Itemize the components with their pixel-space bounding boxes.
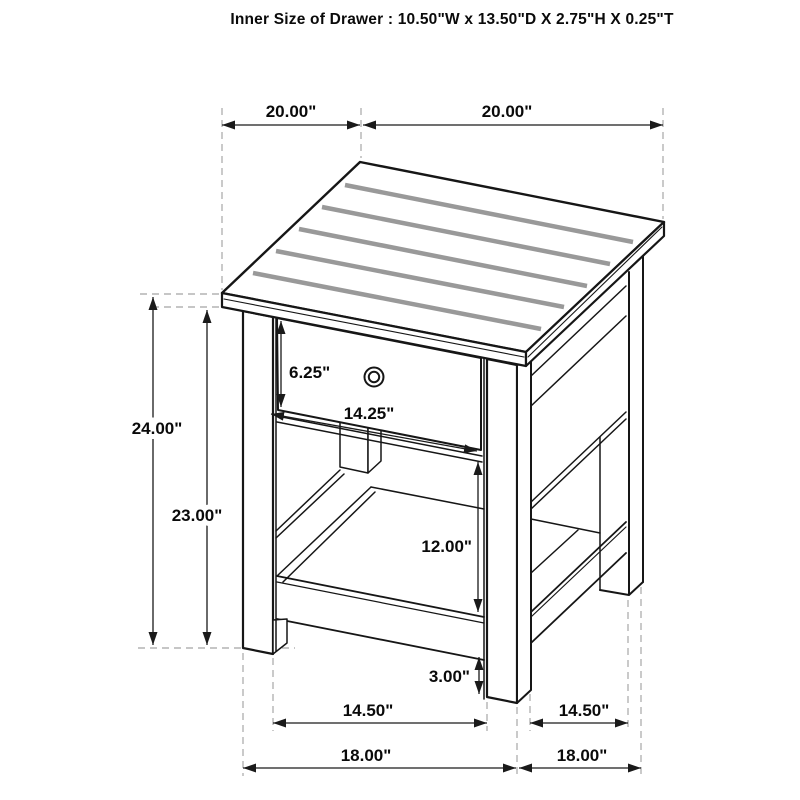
dim-label-shelf-to-floor: 3.00" <box>428 667 470 686</box>
lower-shelf <box>277 576 484 623</box>
dim-label-under-top-height: 23.00" <box>171 506 223 525</box>
shelf-side-rail <box>531 522 626 643</box>
end-table-drawing <box>222 162 664 703</box>
dim-label-front-clearance: 14.50" <box>342 701 394 720</box>
right-leg <box>600 255 643 595</box>
dim-label-overall-height: 24.00" <box>131 419 183 438</box>
interior-edges <box>276 470 600 582</box>
dim-label-drawer-to-shelf: 12.00" <box>421 537 472 556</box>
dim-label-front-base: 18.00" <box>340 746 392 765</box>
dim-label-side-clearance: 14.50" <box>558 701 610 720</box>
dim-label-drawer-height: 6.25" <box>289 363 331 382</box>
page-title: Inner Size of Drawer : 10.50"W x 13.50"D X 2.75"H X 0.25"T <box>230 11 674 28</box>
dim-label-top-width: 20.00" <box>265 102 317 121</box>
dim-label-top-depth: 20.00" <box>481 102 533 121</box>
side-panel <box>531 412 626 509</box>
front-leg <box>487 359 531 703</box>
dim-label-side-base: 18.00" <box>556 746 608 765</box>
shelf-front-rail <box>277 619 484 660</box>
drawer-knob-icon <box>365 368 384 387</box>
dim-label-drawer-width: 14.25" <box>343 404 395 423</box>
